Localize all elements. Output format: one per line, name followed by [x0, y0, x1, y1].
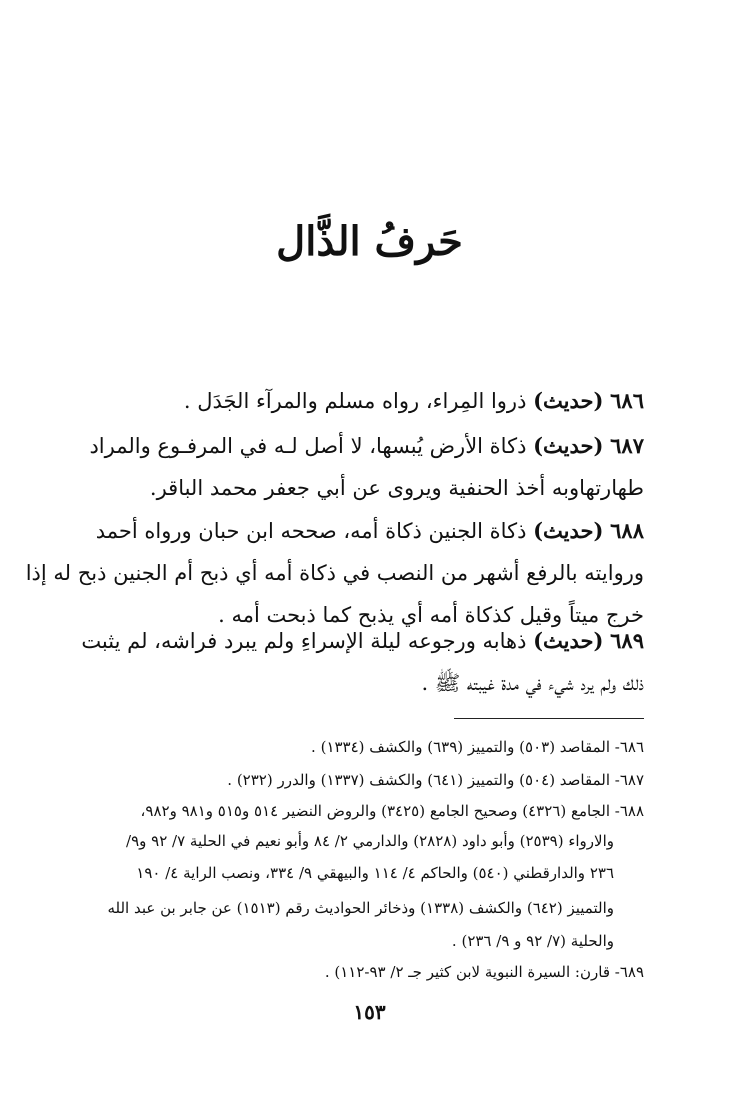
footnote-686: ٦٨٦- المقاصد (٥٠٣) والتمييز (٦٣٩) والكشف (١٣٣٤) .	[311, 738, 644, 756]
entry-text: ذكاة الجنين ذكاة أمه، صححه ابن حبان ورواه أحمد	[95, 519, 527, 543]
entry-line: طهارتهاوبه أخذ الحنفية ويروى عن أبي جعفر محمد الباقر.	[149, 476, 644, 500]
entry-text: ذروا المِراء، رواه مسلم والمرآء الجَدَل .	[183, 389, 527, 413]
entry-keyword: (حديث)	[533, 433, 604, 458]
footnote-688-cont: والتمييز (٦٤٢) والكشف (١٣٣٨) وذخائر الحواديث رقم (١٥١٣) عن جابر بن عبد الله	[107, 899, 614, 917]
entry-line: ذلك ولم يرد شيء في مدة غيبته ﷺ .	[421, 671, 644, 695]
page-number: ١٥٣	[353, 1000, 386, 1024]
hadith-entry-688	[25, 510, 644, 636]
footnote-689: ٦٨٩- قارن: السيرة النبوية لابن كثير جـ ٢/ ٩٣-١١٢) .	[324, 963, 644, 981]
chapter-title: حَرفُ الذَّال	[276, 218, 463, 265]
hadith-entry-687	[89, 425, 644, 509]
footnote-688-cont: والارواء (٢٥٣٩) وأبو داود (٢٨٢٨) والدارمي ٢/ ٨٤ وأبو نعيم في الحلية ٧/ ٩٢ و٩/	[126, 832, 614, 850]
hadith-entry-689	[81, 620, 644, 704]
entry-keyword: (حديث)	[533, 388, 604, 413]
entry-keyword: (حديث)	[533, 628, 604, 653]
footnote-688-cont: ٢٣٦ والدارقطني (٥٤٠) والحاكم ٤/ ١١٤ والبيهقي ٩/ ٣٣٤، ونصب الراية ٤/ ١٩٠	[136, 864, 614, 882]
entry-line: وروايته بالرفع أشهر من النصب في ذكاة أمه أي ذبح أم الجنين ذبح له إذا	[25, 561, 644, 585]
entry-number: ٦٨٦	[610, 388, 644, 413]
entry-keyword: (حديث)	[533, 518, 604, 543]
entry-text: ذهابه ورجوعه ليلة الإسراءِ ولم يبرد فراشه، لم يثبت	[81, 629, 527, 653]
entry-line	[81, 620, 644, 662]
footnote-688: ٦٨٨- الجامع (٤٣٢٦) وصحيح الجامع (٣٤٢٥) والروض النضير ٥١٤ و٥١٥ و٩٨١ و٩٨٢،	[140, 802, 644, 820]
entry-line	[95, 510, 644, 552]
entry-line	[89, 425, 644, 467]
entry-number: ٦٨٨	[610, 518, 644, 543]
footnote-divider	[454, 718, 644, 719]
entry-text: ذكاة الأرض يُبسها، لا أصل لـه في المرفـوع والمراد	[89, 434, 527, 458]
hadith-entry-686	[109, 380, 644, 422]
entry-number: ٦٨٧	[610, 433, 644, 458]
entry-line: خرج ميتاً وقيل كذكاة أمه أي يذبح كما ذبحت أمه .	[218, 603, 644, 627]
entry-number: ٦٨٩	[610, 628, 644, 653]
footnote-687: ٦٨٧- المقاصد (٥٠٤) والتمييز (٦٤١) والكشف (١٣٣٧) والدرر (٢٣٢) .	[227, 771, 644, 789]
entry-line	[109, 380, 644, 422]
footnote-688-cont: والحلية (٧/ ٩٢ و ٩/ ٢٣٦) .	[451, 932, 614, 950]
